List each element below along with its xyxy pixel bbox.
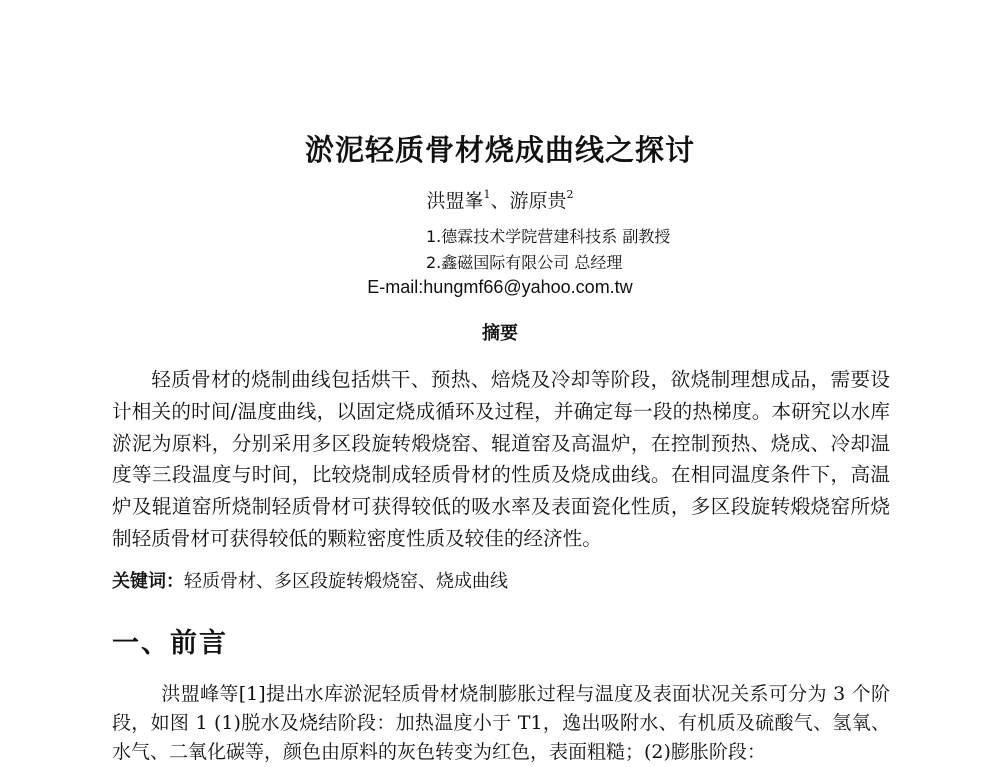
affiliation-1: 1.德霖技术学院营建科技系 副教授 <box>426 227 671 246</box>
author-affiliation-mark: 2 <box>566 187 574 201</box>
affiliation-2: 2.鑫磁国际有限公司 总经理 <box>426 253 623 272</box>
introduction-paragraph: 洪盟峰等[1]提出水库淤泥轻质骨材烧制膨胀过程与温度及表面状况关系可分为 3 个阶段，如图 1 (1)脱水及烧结阶段：加热温度小于 T1，逸出吸附水、有机质及硫酸气、氢氧、水气、二氧化碳等，颜色由原料的灰色转变为红色，表面粗糙；(2)膨胀阶段： <box>112 683 890 763</box>
keywords-text: 轻质骨材、多区段旋转煅烧窑、烧成曲线 <box>184 571 508 592</box>
author-name: 洪盟峯 <box>426 190 484 212</box>
author-line <box>0 186 1000 213</box>
author-separator: 、 <box>490 190 510 212</box>
section-heading-introduction: 一、前言 <box>112 628 228 659</box>
author-email: E-mail:hungmf66@yahoo.com.tw <box>367 277 633 297</box>
paper-title: 淤泥轻质骨材烧成曲线之探讨 <box>304 133 695 167</box>
keywords-label: 关键词： <box>112 571 184 592</box>
abstract-body: 轻质骨材的烧制曲线包括烘干、预热、焙烧及冷却等阶段，欲烧制理想成品，需要设计相关的时间/温度曲线，以固定烧成循环及过程，并确定每一段的热梯度。本研究以水库淤泥为原料，分别采用多区段旋转煅烧窑、辊道窑及高温炉，在控制预热、烧成、冷却温度等三段温度与时间，比较烧制成轻质骨材的性质及烧成曲线。在相同温度条件下，高温炉及辊道窑所烧制轻质骨材可获得较低的吸水率及表面瓷化性质，多区段旋转煅烧窑所烧制轻质骨材可获得较低的颗粒密度性质及较佳的经济性。 <box>112 368 890 550</box>
author-name: 游原贵 <box>509 190 567 212</box>
keywords <box>112 567 890 593</box>
abstract-heading: 摘要 <box>482 323 518 344</box>
author-affiliation-mark: 1 <box>483 187 491 201</box>
